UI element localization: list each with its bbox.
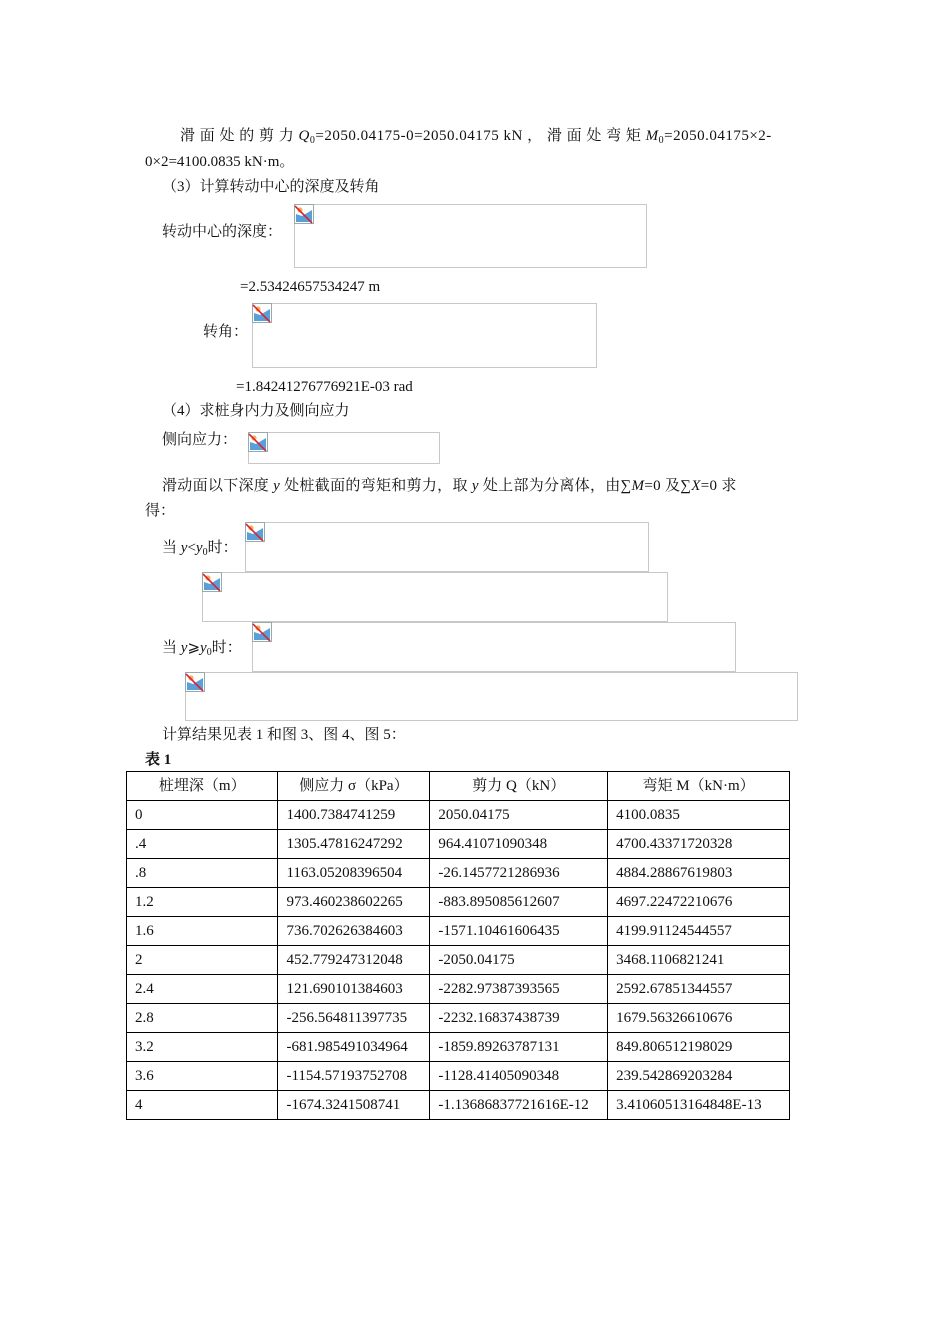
table-row	[127, 830, 790, 859]
shear-cell: 964.41071090348	[430, 830, 608, 859]
moment-cell: 4199.91124544557	[608, 917, 790, 946]
moment-cell: 2592.67851344557	[608, 975, 790, 1004]
step3-heading: （3）计算转动中心的深度及转角	[162, 179, 380, 195]
free-body-paragraph: 滑动面以下深度 y 处桩截面的弯矩和剪力，取 y 处上部为分离体，由∑M=0 及∑X=0 求	[162, 478, 737, 494]
shear-cell: -1128.41405090348	[430, 1062, 608, 1091]
broken-image-icon	[248, 432, 268, 452]
table-header-row	[127, 772, 790, 801]
free-body-paragraph-line2: 得：	[145, 503, 176, 519]
header-shear: 剪力 Q（kN）	[430, 772, 608, 801]
step4-heading: （4）求桩身内力及侧向应力	[162, 403, 350, 419]
moment-cell: 4697.22472210676	[608, 888, 790, 917]
depth-cell: 4	[127, 1091, 278, 1120]
table-row	[127, 1033, 790, 1062]
results-table	[126, 771, 790, 1120]
shear-cell: -883.895085612607	[430, 888, 608, 917]
depth-cell: 1.6	[127, 917, 278, 946]
shear-cell: -1.13686837721616E-12	[430, 1091, 608, 1120]
depth-formula-image	[294, 204, 647, 268]
stress-cell: 1400.7384741259	[278, 801, 430, 830]
shear-moment-paragraph: 滑 面 处 的 剪 力 $Q_0=2050.04175-0=2050.04175$ kN ， 滑 面 处 弯 矩 $M_0=2050.04175\times 2-$	[180, 128, 772, 146]
stress-cell: 452.779247312048	[278, 946, 430, 975]
lateral-stress-formula-image	[248, 432, 440, 464]
broken-image-icon	[252, 303, 272, 323]
stress-cell: -681.985491034964	[278, 1033, 430, 1062]
stress-cell: 736.702626384603	[278, 917, 430, 946]
table-row	[127, 1091, 790, 1120]
depth-cell: 1.2	[127, 888, 278, 917]
formula-image-4	[185, 672, 798, 721]
header-moment: 弯矩 M（kN·m）	[608, 772, 790, 801]
moment-cell: 4100.0835	[608, 801, 790, 830]
header-depth: 桩埋深（m）	[127, 772, 278, 801]
stress-cell: -256.564811397735	[278, 1004, 430, 1033]
depth-cell: 3.6	[127, 1062, 278, 1091]
results-note: 计算结果见表 1 和图 3、图 4、图 5：	[162, 727, 406, 743]
depth-cell: 2.8	[127, 1004, 278, 1033]
broken-image-icon	[185, 672, 205, 692]
shear-cell: -26.1457721286936	[430, 859, 608, 888]
moment-cell: 849.806512198029	[608, 1033, 790, 1062]
table-row	[127, 801, 790, 830]
depth-result: =2.53424657534247 m	[240, 279, 381, 295]
formula-image-2	[202, 572, 668, 622]
shear-cell: -1571.10461606435	[430, 917, 608, 946]
moment-cell: 4700.43371720328	[608, 830, 790, 859]
formula-image-1	[245, 522, 649, 572]
shear-moment-paragraph-line2: 0×2=4100.0835 kN·m。	[145, 154, 295, 170]
broken-image-icon	[294, 204, 314, 224]
header-lateral-stress: 侧应力 σ（kPa）	[278, 772, 430, 801]
depth-cell: .8	[127, 859, 278, 888]
depth-cell: 2	[127, 946, 278, 975]
broken-image-icon	[245, 522, 265, 542]
condition-y-less-label: 当 $y<y_0$时：	[162, 540, 238, 558]
stress-cell: -1154.57193752708	[278, 1062, 430, 1091]
moment-cell: 239.542869203284	[608, 1062, 790, 1091]
shear-cell: -1859.89263787131	[430, 1033, 608, 1062]
broken-image-icon	[252, 622, 272, 642]
broken-image-icon	[202, 572, 222, 592]
shear-cell: -2050.04175	[430, 946, 608, 975]
moment-cell: 4884.28867619803	[608, 859, 790, 888]
depth-cell: 2.4	[127, 975, 278, 1004]
shear-cell: 2050.04175	[430, 801, 608, 830]
lateral-stress-label: 侧向应力：	[162, 432, 238, 448]
stress-cell: 1163.05208396504	[278, 859, 430, 888]
condition-y-greater-label: 当 $y⩾y_0$时：	[162, 640, 242, 658]
depth-cell: .4	[127, 830, 278, 859]
table-row	[127, 859, 790, 888]
table-row	[127, 917, 790, 946]
table-row	[127, 946, 790, 975]
table-caption: 表 1	[145, 752, 172, 768]
shear-cell: -2232.16837438739	[430, 1004, 608, 1033]
formula-image-3	[252, 622, 736, 672]
moment-cell: 1679.56326610676	[608, 1004, 790, 1033]
table-row	[127, 888, 790, 917]
table-row	[127, 1062, 790, 1091]
depth-cell: 0	[127, 801, 278, 830]
angle-result: =1.84241276776921E-03 rad	[236, 379, 413, 395]
stress-cell: 973.460238602265	[278, 888, 430, 917]
table-row	[127, 975, 790, 1004]
depth-cell: 3.2	[127, 1033, 278, 1062]
stress-cell: 121.690101384603	[278, 975, 430, 1004]
moment-cell: 3.41060513164848E-13	[608, 1091, 790, 1120]
depth-label: 转动中心的深度：	[162, 224, 283, 240]
stress-cell: -1674.3241508741	[278, 1091, 430, 1120]
stress-cell: 1305.47816247292	[278, 830, 430, 859]
shear-cell: -2282.97387393565	[430, 975, 608, 1004]
angle-label: 转角：	[203, 324, 249, 340]
moment-cell: 3468.1106821241	[608, 946, 790, 975]
angle-formula-image	[252, 303, 597, 368]
table-row	[127, 1004, 790, 1033]
